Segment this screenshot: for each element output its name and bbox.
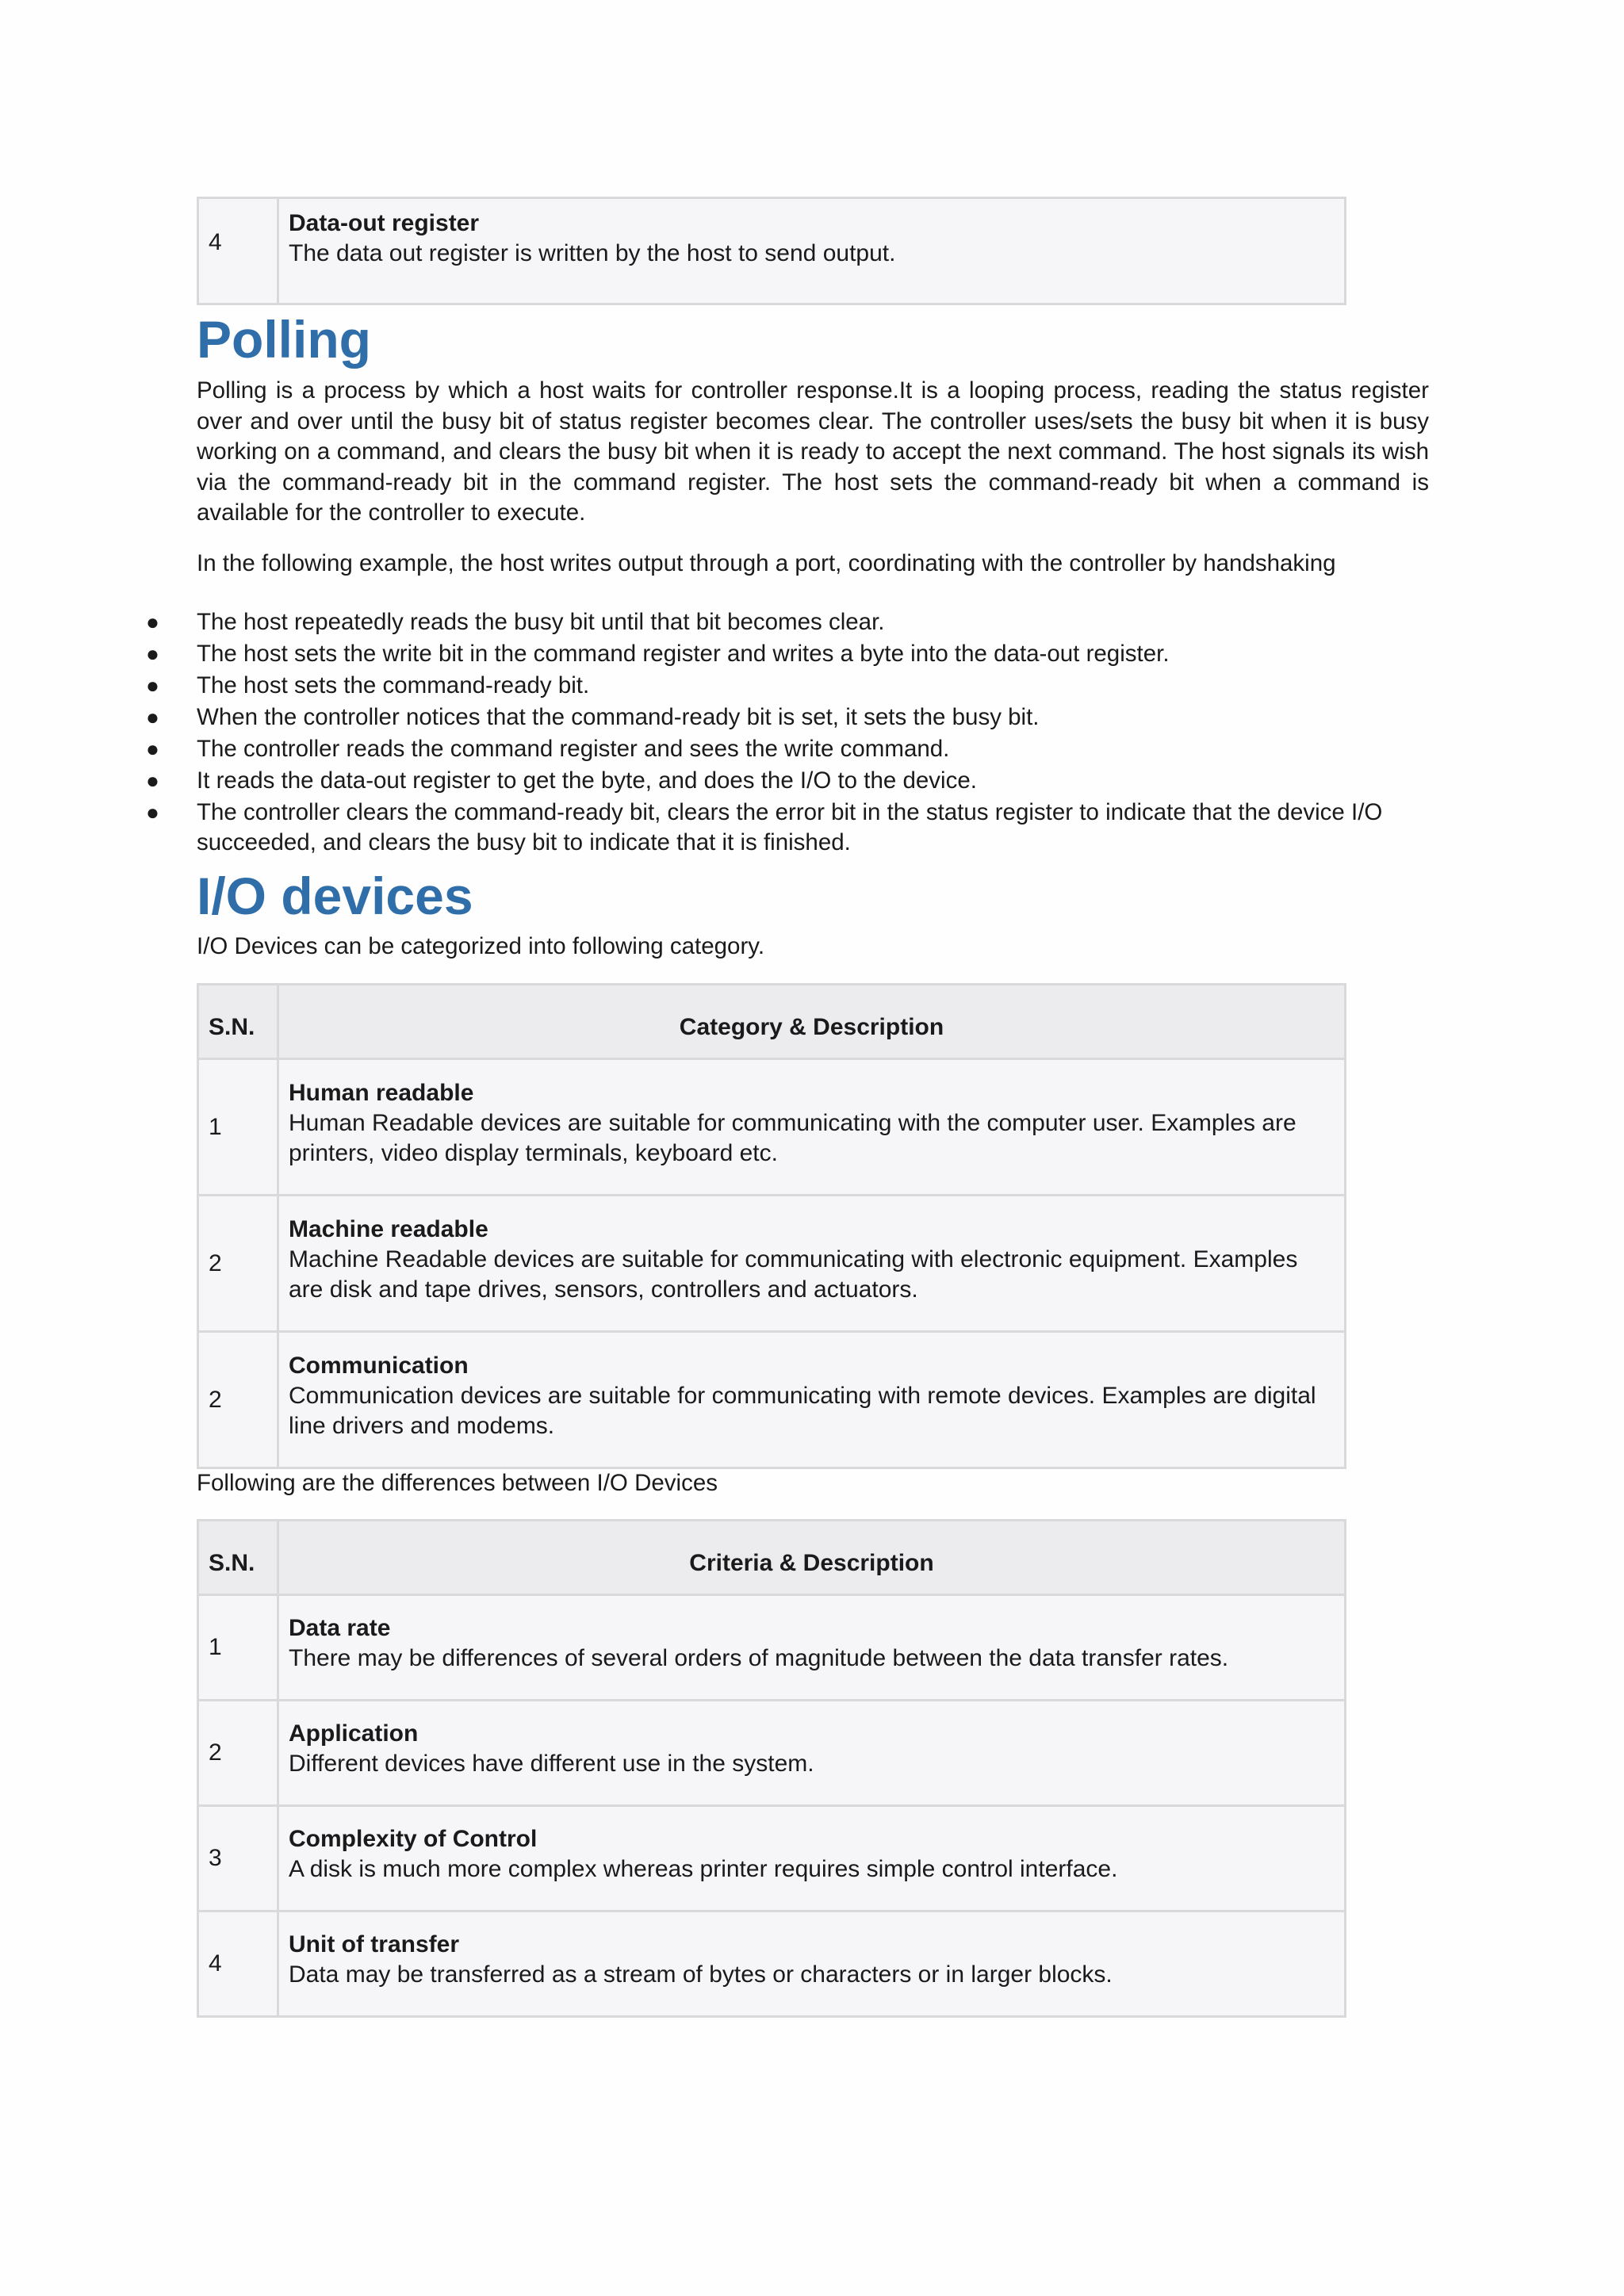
bullet-icon: ● [146, 737, 159, 761]
column-header-sn: S.N. [198, 1521, 278, 1595]
row-description [278, 1806, 1346, 1911]
row-description [278, 1332, 1346, 1468]
column-header-description: Category & Description [278, 985, 1346, 1059]
table-row [198, 1911, 1346, 2017]
step-text: The controller clears the command-ready bit, clears the error bit in the status register to indicate that the device I/O succeeded, and clears the busy bit to indicate that it is finished. [197, 799, 1383, 855]
row-description [278, 1196, 1346, 1332]
row-sn: 1 [198, 1059, 278, 1196]
row-sn: 2 [198, 1332, 278, 1468]
list-item [0, 637, 1429, 669]
row-title: Application [289, 1720, 419, 1747]
row-title: Complexity of Control [289, 1826, 538, 1852]
step-text: The host sets the write bit in the command register and writes a byte into the data-out register. [197, 641, 1170, 667]
step-text: The controller reads the command register and sees the write command. [197, 736, 950, 762]
step-text: The host sets the command-ready bit. [197, 672, 590, 698]
row-text: The data out register is written by the host to send output. [289, 240, 896, 266]
row-text: There may be differences of several orders of magnitude between the data transfer rates. [289, 1645, 1229, 1671]
io-devices-heading: I/O devices [197, 867, 473, 925]
row-title: Unit of transfer [289, 1931, 460, 1957]
row-text: Human Readable devices are suitable for communicating with the computer user. Examples are printers, video display terminals, keyboard etc. [289, 1109, 1297, 1166]
bullet-icon: ● [146, 768, 159, 793]
row-title: Communication [289, 1352, 469, 1379]
row-sn: 2 [198, 1701, 278, 1806]
row-sn: 2 [198, 1196, 278, 1332]
table-row [198, 1332, 1346, 1468]
table-header-row [198, 985, 1346, 1059]
row-sn: 4 [198, 198, 278, 304]
polling-heading: Polling [197, 310, 371, 369]
list-item [0, 796, 1429, 858]
row-title: Machine readable [289, 1215, 488, 1242]
table-row [198, 1196, 1346, 1332]
row-text: A disk is much more complex whereas printer requires simple control interface. [289, 1856, 1118, 1882]
row-description [278, 1595, 1346, 1701]
row-text: Data may be transferred as a stream of bytes or characters or in larger blocks. [289, 1961, 1113, 1988]
table-row [198, 1595, 1346, 1701]
polling-paragraph: Polling is a process by which a host waits for controller response.It is a looping process, reading the status register over and over until the busy bit of status register becomes clear. The controller uses/sets the busy bit when it is busy working on a command, and clears the busy bit when it is ready to accept the next command. The host signals its wish via the command-ready bit in the command register. The host sets the command-ready bit when a command is available for the controller to execute. [197, 377, 1429, 526]
criteria-table [197, 1519, 1346, 2018]
row-description [278, 1701, 1346, 1806]
row-description [278, 1911, 1346, 2017]
table-header-row [198, 1521, 1346, 1595]
list-item [0, 764, 1429, 796]
step-text: The host repeatedly reads the busy bit until that bit becomes clear. [197, 609, 885, 635]
list-item [0, 669, 1429, 701]
list-item [0, 606, 1429, 637]
bullet-icon: ● [146, 800, 159, 825]
bullet-icon: ● [146, 673, 159, 698]
row-text: Machine Readable devices are suitable for communicating with electronic equipment. Examples are disk and tape drives, sensors, controllers and actuators. [289, 1246, 1298, 1303]
handshake-steps [0, 606, 1429, 858]
table-row [198, 198, 1346, 304]
row-sn: 3 [198, 1806, 278, 1911]
step-text: It reads the data-out register to get the byte, and does the I/O to the device. [197, 767, 977, 794]
bullet-icon: ● [146, 705, 159, 729]
bullet-icon: ● [146, 610, 159, 634]
table-row [198, 1701, 1346, 1806]
column-header-sn: S.N. [198, 985, 278, 1059]
row-text: Different devices have different use in the system. [289, 1751, 814, 1777]
row-text: Communication devices are suitable for communicating with remote devices. Examples are digital line drivers and modems. [289, 1382, 1316, 1439]
row-title: Data rate [289, 1615, 391, 1641]
row-sn: 4 [198, 1911, 278, 2017]
differences-intro: Following are the differences between I/O Devices [197, 1470, 718, 1496]
list-item [0, 701, 1429, 733]
step-text: When the controller notices that the command-ready bit is set, it sets the busy bit. [197, 704, 1040, 730]
row-title: Data-out register [289, 210, 480, 236]
table-row [198, 1059, 1346, 1196]
example-intro: In the following example, the host writes output through a port, coordinating with the controller by handshaking [197, 550, 1336, 576]
bullet-icon: ● [146, 641, 159, 666]
row-description [278, 1059, 1346, 1196]
row-sn: 1 [198, 1595, 278, 1701]
io-devices-intro: I/O Devices can be categorized into following category. [197, 933, 765, 959]
list-item [0, 733, 1429, 764]
row-title: Human readable [289, 1079, 474, 1106]
registers-table [197, 197, 1346, 305]
row-description [278, 198, 1346, 304]
category-table [197, 983, 1346, 1469]
table-row [198, 1806, 1346, 1911]
column-header-description: Criteria & Description [278, 1521, 1346, 1595]
